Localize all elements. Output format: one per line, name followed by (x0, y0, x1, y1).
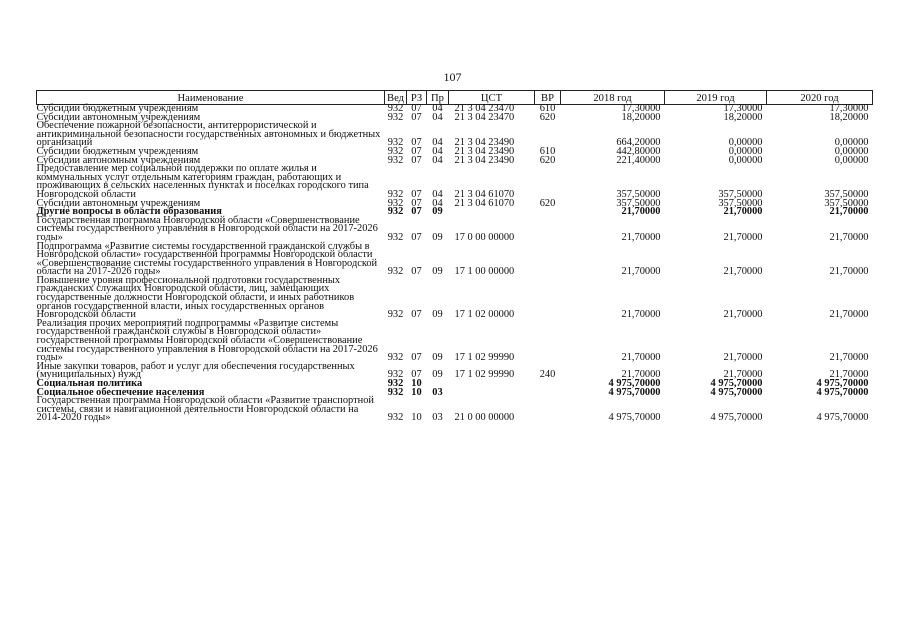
row-pr: 04 (432, 197, 443, 209)
row-pr: 03 (432, 412, 443, 424)
row-value-2020: 357,50000 (824, 197, 869, 209)
row-name: Подпрограмма «Развитие системы государственной гражданской службы в Новгородской области» государственной программы Новгородской области «Совершенствование системы государственного управления в Новгородской области на 2017-2026 годы» (36, 240, 378, 278)
row-name: Иные закупки товаров, работ и услуг для обеспечения государственных (муниципальных) нужд (36, 360, 355, 381)
row-name: Субсидии автономным учреждениям (36, 197, 201, 209)
row-pr: 04 (432, 145, 443, 157)
row-value-2020: 0,00000 (834, 145, 869, 157)
row-vr (535, 208, 561, 217)
row-vr (535, 165, 561, 199)
row-pr: 09 (432, 309, 443, 321)
row-value-2019: 4 975,70000 (710, 386, 763, 398)
row-rz: 07 (411, 111, 422, 123)
row-cst: 21 3 04 23470 (454, 103, 515, 114)
row-name: Предоставление мер социальной поддержки по оплате жилья и коммунальных услуг отдельным категориям граждан, работающих и проживающих в сельских населенных пунктах и поселках городского типа Новгородской области (36, 163, 369, 200)
row-pr: 09 (432, 231, 443, 243)
row-rz: 07 (411, 369, 422, 381)
row-vr (535, 320, 561, 363)
row-name: Реализация прочих мероприятий подпрограммы «Развитие системы государственной гражданской службы в Новгородской области» государственной программы Новгородской области «Совершенствование системы государственного управления в Новгородской области на 2017-2026 годы» (36, 317, 378, 364)
row-value-2019: 357,50000 (718, 197, 763, 209)
row-value-2019: 0,00000 (728, 154, 763, 166)
row-value-2019: 21,70000 (723, 352, 763, 364)
row-cst (449, 380, 535, 389)
row-name: Субсидии бюджетным учреждениям (36, 145, 199, 157)
row-ved: 932 (387, 412, 404, 424)
row-rz: 07 (411, 103, 422, 114)
row-rz: 10 (411, 412, 422, 424)
row-rz: 07 (411, 188, 422, 200)
row-vr: 620 (539, 111, 556, 123)
row-ved: 932 (387, 188, 404, 200)
table-row (37, 217, 873, 243)
row-vr (535, 122, 561, 148)
row-name: Субсидии автономным учреждениям (36, 154, 201, 166)
table-row (37, 243, 873, 277)
row-pr: 04 (432, 188, 443, 200)
row-rz: 07 (411, 352, 422, 364)
row-value-2019: 0,00000 (728, 145, 763, 157)
row-value-2018: 221,40000 (616, 154, 661, 166)
row-rz: 10 (411, 378, 422, 389)
row-value-2018: 357,50000 (616, 188, 661, 200)
row-vr: 240 (539, 369, 556, 381)
row-value-2020: 18,20000 (829, 111, 869, 123)
row-ved: 932 (387, 206, 404, 218)
row-cst: 21 3 04 61070 (454, 197, 515, 209)
row-ved: 932 (387, 386, 404, 398)
row-value-2018: 21,70000 (621, 206, 661, 218)
row-vr (535, 389, 561, 398)
row-value-2020: 21,70000 (829, 266, 869, 278)
row-value-2019: 21,70000 (723, 206, 763, 218)
row-vr: 620 (539, 154, 556, 166)
row-value-2020: 21,70000 (829, 309, 869, 321)
row-vr (535, 243, 561, 277)
row-value-2020: 4 975,70000 (816, 378, 869, 389)
row-value-2018: 21,70000 (621, 266, 661, 278)
row-cst: 21 3 04 23490 (454, 154, 515, 166)
row-vr (535, 397, 561, 423)
row-ved: 932 (387, 154, 404, 166)
row-value-2020: 21,70000 (829, 352, 869, 364)
row-pr: 03 (432, 386, 443, 398)
row-rz: 07 (411, 154, 422, 166)
row-pr: 09 (432, 206, 443, 218)
header-pr: Пр (427, 91, 449, 105)
row-value-2019: 21,70000 (723, 231, 763, 243)
table-body (37, 105, 873, 423)
row-ved: 932 (387, 378, 404, 389)
row-cst: 17 1 00 00000 (454, 266, 515, 278)
row-rz: 07 (411, 197, 422, 209)
row-ved: 932 (387, 369, 404, 381)
header-vr: ВР (535, 91, 561, 105)
table-row (37, 122, 873, 148)
row-value-2020: 357,50000 (824, 188, 869, 200)
row-cst: 21 3 04 23470 (454, 111, 515, 123)
row-value-2019: 4 975,70000 (710, 378, 763, 389)
table-row (37, 320, 873, 363)
row-vr (535, 217, 561, 243)
row-ved: 932 (387, 266, 404, 278)
row-value-2019: 17,30000 (723, 103, 763, 114)
row-value-2018: 4 975,70000 (608, 386, 661, 398)
row-pr: 04 (432, 103, 443, 114)
row-value-2020: 21,70000 (829, 369, 869, 381)
row-value-2019: 21,70000 (723, 369, 763, 381)
row-value-2018: 4 975,70000 (608, 378, 661, 389)
row-name: Субсидии автономным учреждениям (36, 111, 201, 123)
row-name: Социальное обеспечение населения (36, 386, 205, 398)
row-vr: 610 (539, 145, 556, 157)
row-pr: 09 (432, 352, 443, 364)
row-value-2020: 4 975,70000 (816, 412, 869, 424)
row-name: Обеспечение пожарной безопасности, антитеррористической и антикриминальной безопасности государственных автономных и бюджетных организаций (36, 120, 381, 149)
row-pr: 04 (432, 137, 443, 149)
header-name: Наименование (37, 91, 385, 105)
row-value-2020: 17,30000 (829, 103, 869, 114)
row-rz: 07 (411, 309, 422, 321)
row-cst: 21 3 04 23490 (454, 145, 515, 157)
row-value-2020: 4 975,70000 (816, 386, 869, 398)
row-cst: 21 3 04 23490 (454, 137, 515, 149)
header-rz: РЗ (407, 91, 427, 105)
row-cst: 17 1 02 99990 (454, 369, 515, 381)
row-value-2019: 18,20000 (723, 111, 763, 123)
header-2019: 2019 год (665, 91, 767, 105)
row-value-2018: 21,70000 (621, 231, 661, 243)
row-value-2019: 21,70000 (723, 309, 763, 321)
row-ved: 932 (387, 103, 404, 114)
row-ved: 932 (387, 111, 404, 123)
row-ved: 932 (387, 197, 404, 209)
row-name: Государственная программа Новгородской области «Развитие транспортной системы, связи и навигационной деятельности Новгородской области на 2014-2020 годы» (36, 395, 374, 424)
row-pr: 09 (432, 369, 443, 381)
row-value-2018: 357,50000 (616, 197, 661, 209)
row-ved: 932 (387, 352, 404, 364)
row-rz: 07 (411, 206, 422, 218)
row-value-2019: 21,70000 (723, 266, 763, 278)
row-value-2019: 357,50000 (718, 188, 763, 200)
budget-table (36, 90, 873, 423)
row-rz: 07 (411, 137, 422, 149)
row-vr (535, 380, 561, 389)
row-cst (449, 208, 535, 217)
row-value-2020: 0,00000 (834, 154, 869, 166)
row-value-2018: 21,70000 (621, 309, 661, 321)
row-pr: 09 (432, 266, 443, 278)
row-value-2018: 21,70000 (621, 369, 661, 381)
row-ved: 932 (387, 145, 404, 157)
row-name: Повышение уровня профессиональной подготовки государственных гражданских служащих Новгородской области, лиц, замещающих государственные должности Новгородской области, и иных работников органов государственной власти, иных государственных органов Новгородской области (36, 274, 355, 321)
row-ved: 932 (387, 137, 404, 149)
row-value-2018: 442,80000 (616, 145, 661, 157)
row-name: Субсидии бюджетным учреждениям (36, 103, 199, 114)
row-name: Социальная политика (36, 378, 143, 389)
row-value-2020: 21,70000 (829, 231, 869, 243)
row-vr: 620 (539, 197, 556, 209)
row-ved: 932 (387, 309, 404, 321)
row-name: Другие вопросы в области образования (36, 206, 222, 218)
row-value-2020: 21,70000 (829, 206, 869, 218)
row-ved: 932 (387, 231, 404, 243)
row-value-2018: 21,70000 (621, 352, 661, 364)
row-vr: 610 (539, 103, 556, 114)
row-cst: 21 3 04 61070 (454, 188, 515, 200)
header-cst: ЦСТ (449, 91, 535, 105)
header-ved: Вед (385, 91, 407, 105)
row-value-2018: 18,20000 (621, 111, 661, 123)
row-value-2019: 0,00000 (728, 137, 763, 149)
row-rz: 07 (411, 231, 422, 243)
table-row (37, 397, 873, 423)
row-value-2020: 0,00000 (834, 137, 869, 149)
row-value-2018: 664,20000 (616, 137, 661, 149)
row-name: Государственная программа Новгородской области «Совершенствование системы государственного управления в Новгородской области на 2017-2026 годы» (36, 214, 378, 243)
row-rz: 07 (411, 145, 422, 157)
table-row (37, 277, 873, 320)
page-number: 107 (443, 70, 462, 84)
row-value-2018: 4 975,70000 (608, 412, 661, 424)
row-pr: 04 (432, 111, 443, 123)
row-value-2019: 4 975,70000 (710, 412, 763, 424)
row-value-2018: 17,30000 (621, 103, 661, 114)
row-rz: 07 (411, 266, 422, 278)
row-cst: 17 0 00 00000 (454, 231, 515, 243)
header-2020: 2020 год (767, 91, 873, 105)
row-cst: 17 1 02 99990 (454, 352, 515, 364)
table-row (37, 165, 873, 199)
row-cst: 17 1 02 00000 (454, 309, 515, 321)
row-vr (535, 277, 561, 320)
header-2018: 2018 год (561, 91, 665, 105)
row-cst: 21 0 00 00000 (454, 412, 515, 424)
row-rz: 10 (411, 386, 422, 398)
row-cst (449, 389, 535, 398)
row-pr: 04 (432, 154, 443, 166)
